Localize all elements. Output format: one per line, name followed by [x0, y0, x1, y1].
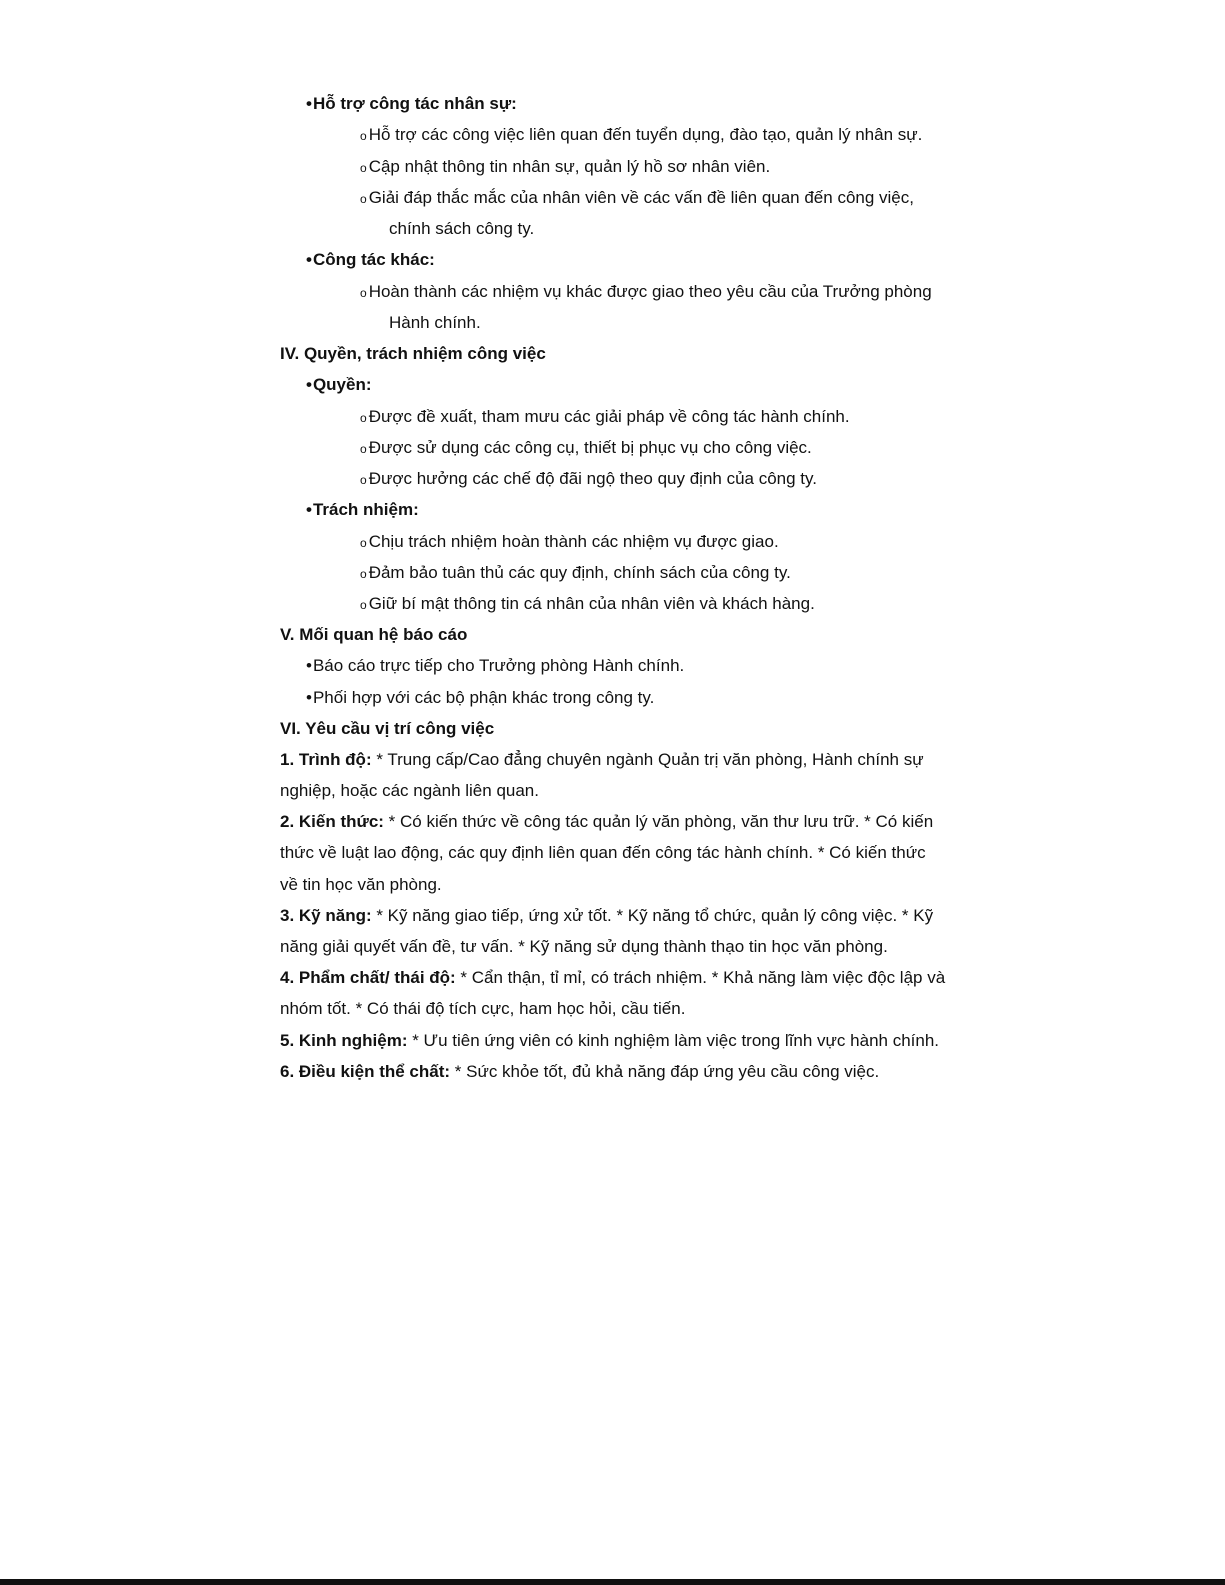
circle-bullet-icon: o — [360, 598, 367, 612]
hr-support-heading: •Hỗ trợ công tác nhân sự: — [306, 94, 517, 113]
list-item: o Chịu trách nhiệm hoàn thành các nhiệm vụ được giao. — [360, 532, 779, 551]
list-item: o Được sử dụng các công cụ, thiết bị phục vụ cho công việc. — [360, 438, 812, 457]
requirement-experience: 5. Kinh nghiệm: * Ưu tiên ứng viên có kinh nghiệm làm việc trong lĩnh vực hành chính. — [280, 1031, 940, 1050]
list-item: •Phối hợp với các bộ phận khác trong công ty. — [306, 688, 655, 707]
circle-bullet-icon: o — [360, 473, 367, 487]
circle-bullet-icon: o — [360, 192, 367, 206]
requirement-health: 6. Điều kiện thể chất: * Sức khỏe tốt, đủ khả năng đáp ứng yêu cầu công việc. — [280, 1062, 880, 1081]
list-item: o Giữ bí mật thông tin cá nhân của nhân viên và khách hàng. — [360, 594, 815, 613]
circle-bullet-icon: o — [360, 161, 367, 175]
list-item: o Giải đáp thắc mắc của nhân viên về các vấn đề liên quan đến công việc, — [360, 188, 914, 207]
page-bottom-edge — [0, 1579, 1225, 1585]
requirement-skills-cont: năng giải quyết vấn đề, tư vấn. * Kỹ năng sử dụng thành thạo tin học văn phòng. — [280, 937, 888, 956]
section-6-title: VI. Yêu cầu vị trí công việc — [280, 719, 495, 738]
requirement-attitude-cont: nhóm tốt. * Có thái độ tích cực, ham học hỏi, cầu tiến. — [280, 999, 686, 1018]
requirement-education-cont: nghiệp, hoặc các ngành liên quan. — [280, 781, 539, 800]
bullet-icon: • — [306, 656, 312, 675]
circle-bullet-icon: o — [360, 286, 367, 300]
list-item: o Hỗ trợ các công việc liên quan đến tuyển dụng, đào tạo, quản lý nhân sự. — [360, 125, 923, 144]
requirement-knowledge-cont: thức về luật lao động, các quy định liên quan đến công tác hành chính. * Có kiến thức — [280, 843, 926, 862]
circle-bullet-icon: o — [360, 567, 367, 581]
section-4-title: IV. Quyền, trách nhiệm công việc — [280, 344, 546, 363]
list-item: o Được đề xuất, tham mưu các giải pháp về công tác hành chính. — [360, 407, 850, 426]
requirement-knowledge-cont: về tin học văn phòng. — [280, 875, 442, 894]
circle-bullet-icon: o — [360, 536, 367, 550]
responsibilities-heading: •Trách nhiệm: — [306, 500, 419, 519]
circle-bullet-icon: o — [360, 411, 367, 425]
requirement-knowledge: 2. Kiến thức: * Có kiến thức về công tác quản lý văn phòng, văn thư lưu trữ. * Có kiến — [280, 812, 934, 831]
requirement-attitude: 4. Phẩm chất/ thái độ: * Cẩn thận, tỉ mỉ, có trách nhiệm. * Khả năng làm việc độc lập và — [280, 968, 946, 987]
bullet-icon: • — [306, 94, 312, 113]
rights-heading: •Quyền: — [306, 375, 372, 394]
list-item-continuation: chính sách công ty. — [389, 219, 535, 238]
list-item: o Đảm bảo tuân thủ các quy định, chính sách của công ty. — [360, 563, 791, 582]
requirement-skills: 3. Kỹ năng: * Kỹ năng giao tiếp, ứng xử tốt. * Kỹ năng tổ chức, quản lý công việc. * Kỹ — [280, 906, 934, 925]
bullet-icon: • — [306, 250, 312, 269]
other-tasks-heading: •Công tác khác: — [306, 250, 435, 269]
bullet-icon: • — [306, 375, 312, 394]
circle-bullet-icon: o — [360, 442, 367, 456]
bullet-icon: • — [306, 688, 312, 707]
bullet-icon: • — [306, 500, 312, 519]
circle-bullet-icon: o — [360, 129, 367, 143]
section-5-title: V. Mối quan hệ báo cáo — [280, 625, 468, 644]
list-item: •Báo cáo trực tiếp cho Trưởng phòng Hành chính. — [306, 656, 685, 675]
list-item: o Hoàn thành các nhiệm vụ khác được giao theo yêu cầu của Trưởng phòng — [360, 282, 932, 301]
list-item: o Cập nhật thông tin nhân sự, quản lý hồ sơ nhân viên. — [360, 157, 771, 176]
list-item-continuation: Hành chính. — [389, 313, 481, 332]
list-item: o Được hưởng các chế độ đãi ngộ theo quy định của công ty. — [360, 469, 817, 488]
requirement-education: 1. Trình độ: * Trung cấp/Cao đẳng chuyên ngành Quản trị văn phòng, Hành chính sự — [280, 750, 924, 769]
